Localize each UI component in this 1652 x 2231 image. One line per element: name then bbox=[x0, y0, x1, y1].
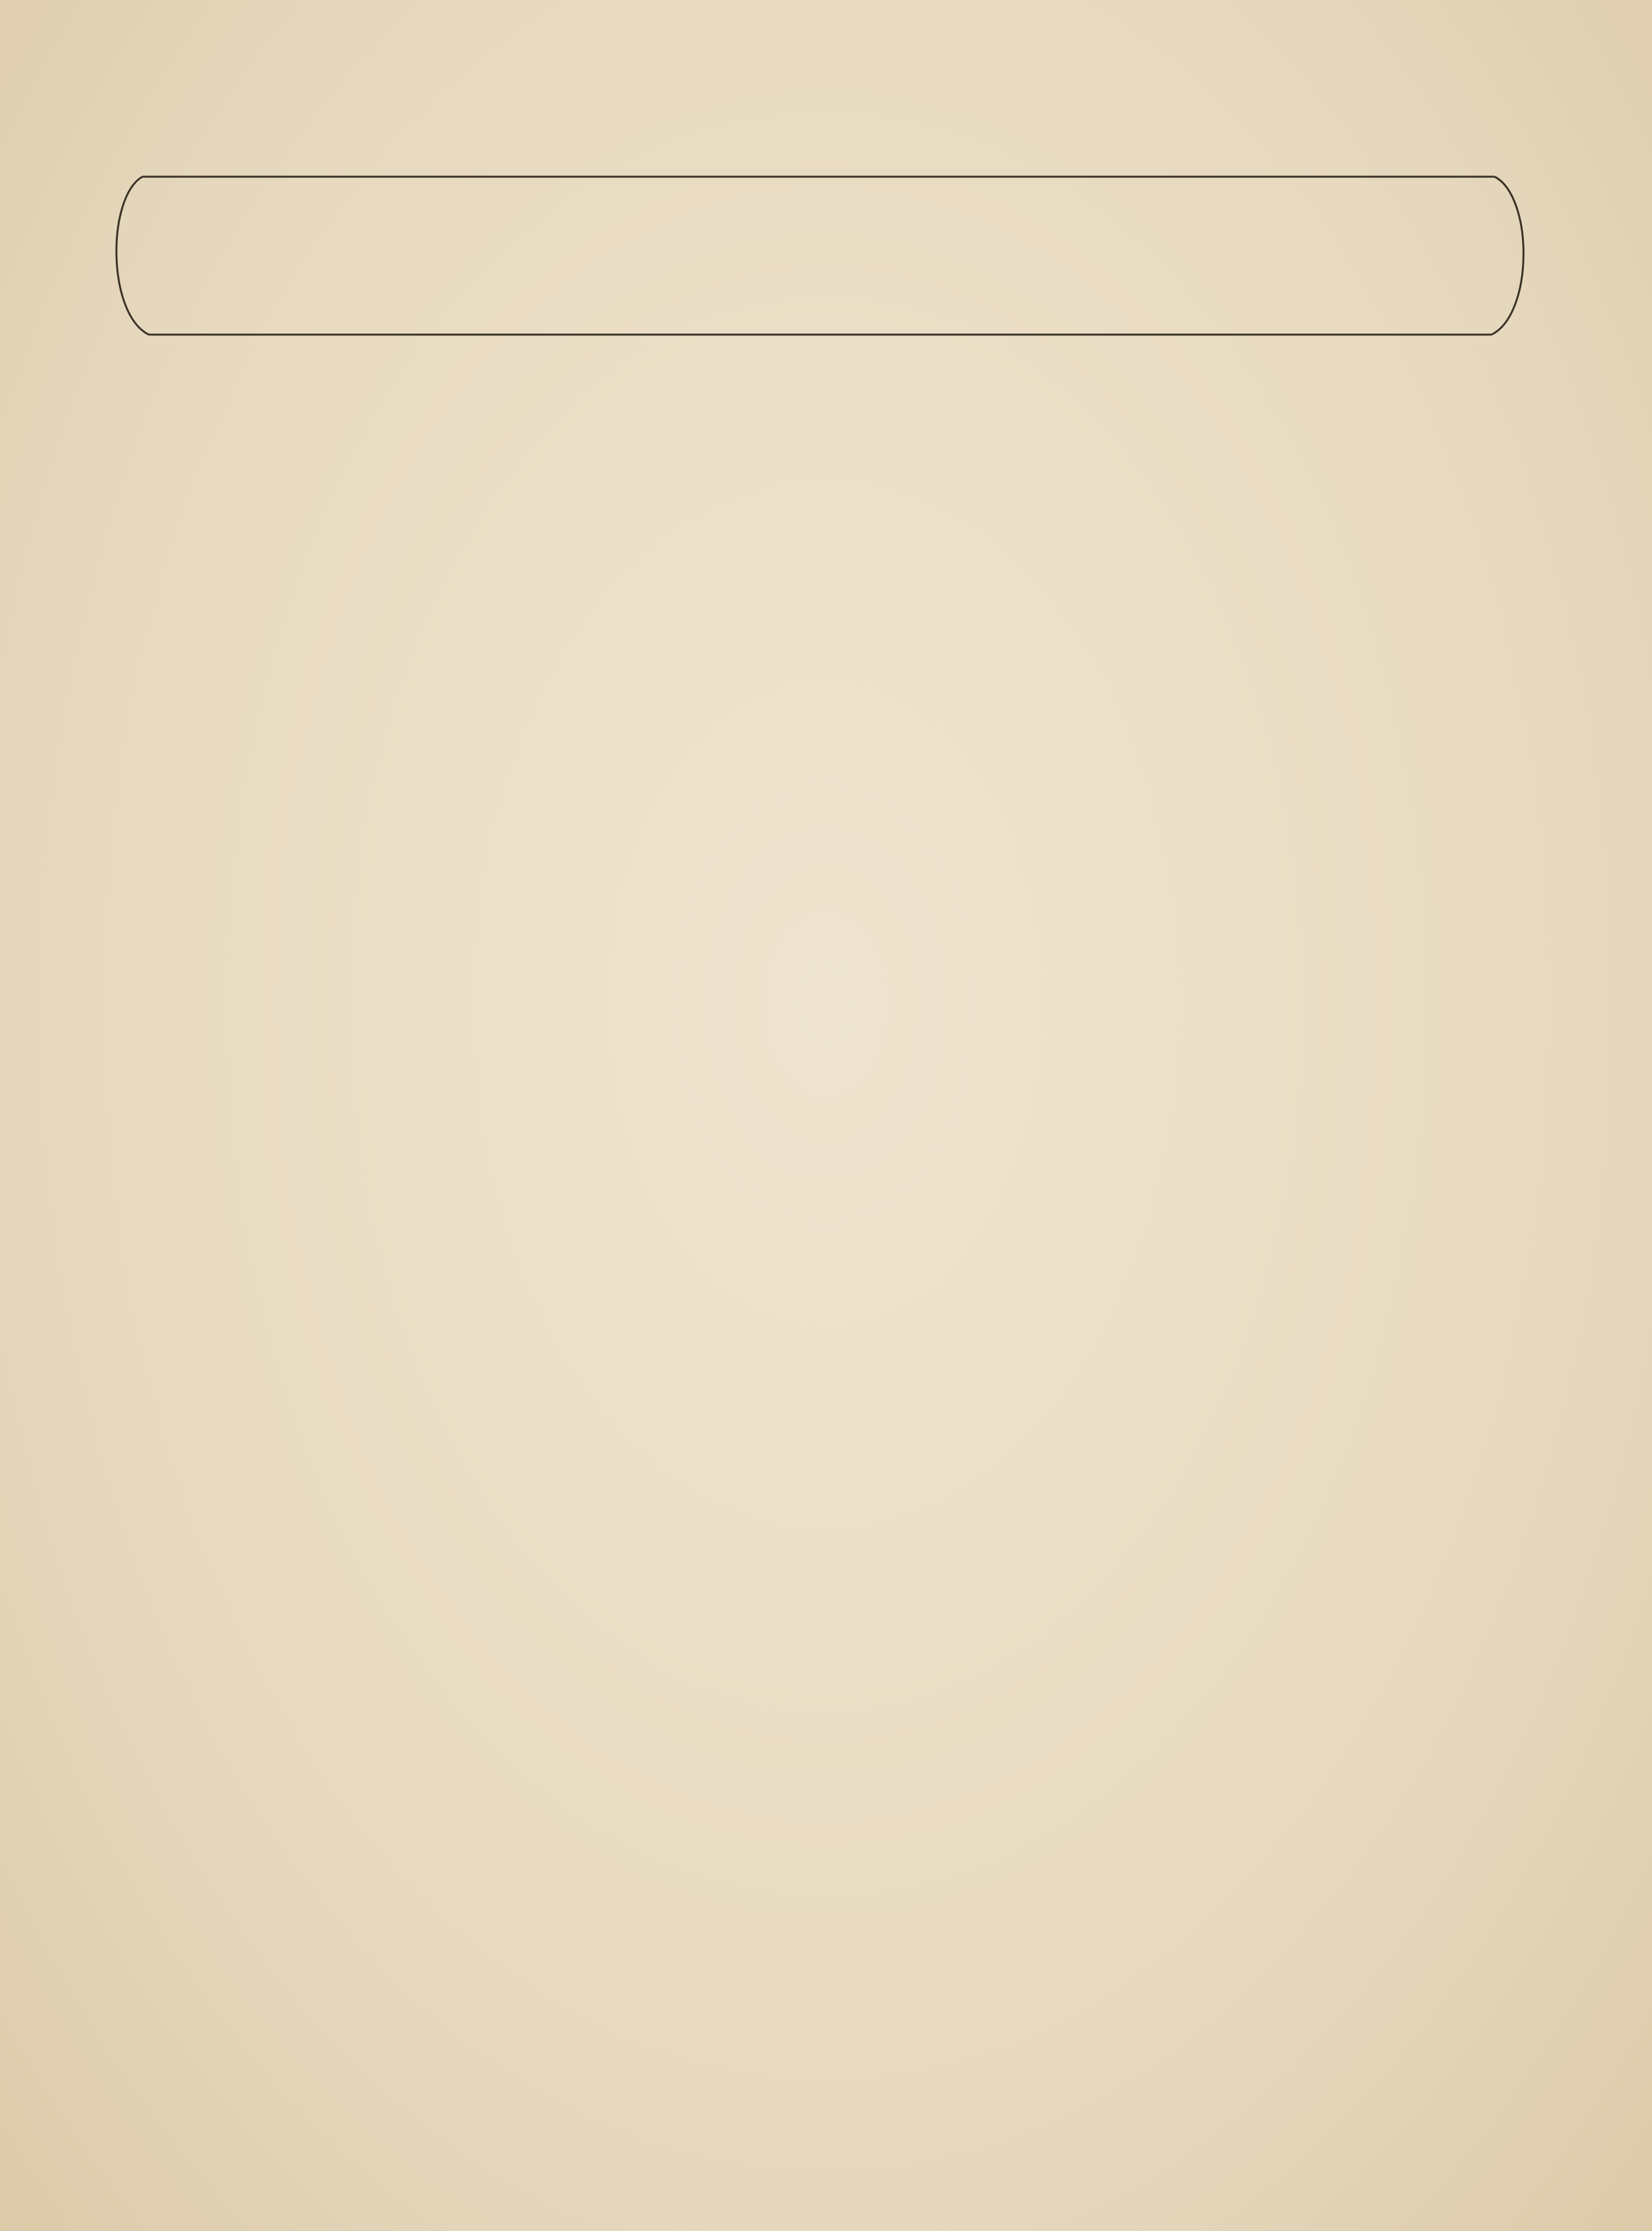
laurel-frame-icon bbox=[104, 159, 1537, 353]
title-banner bbox=[104, 159, 1537, 353]
